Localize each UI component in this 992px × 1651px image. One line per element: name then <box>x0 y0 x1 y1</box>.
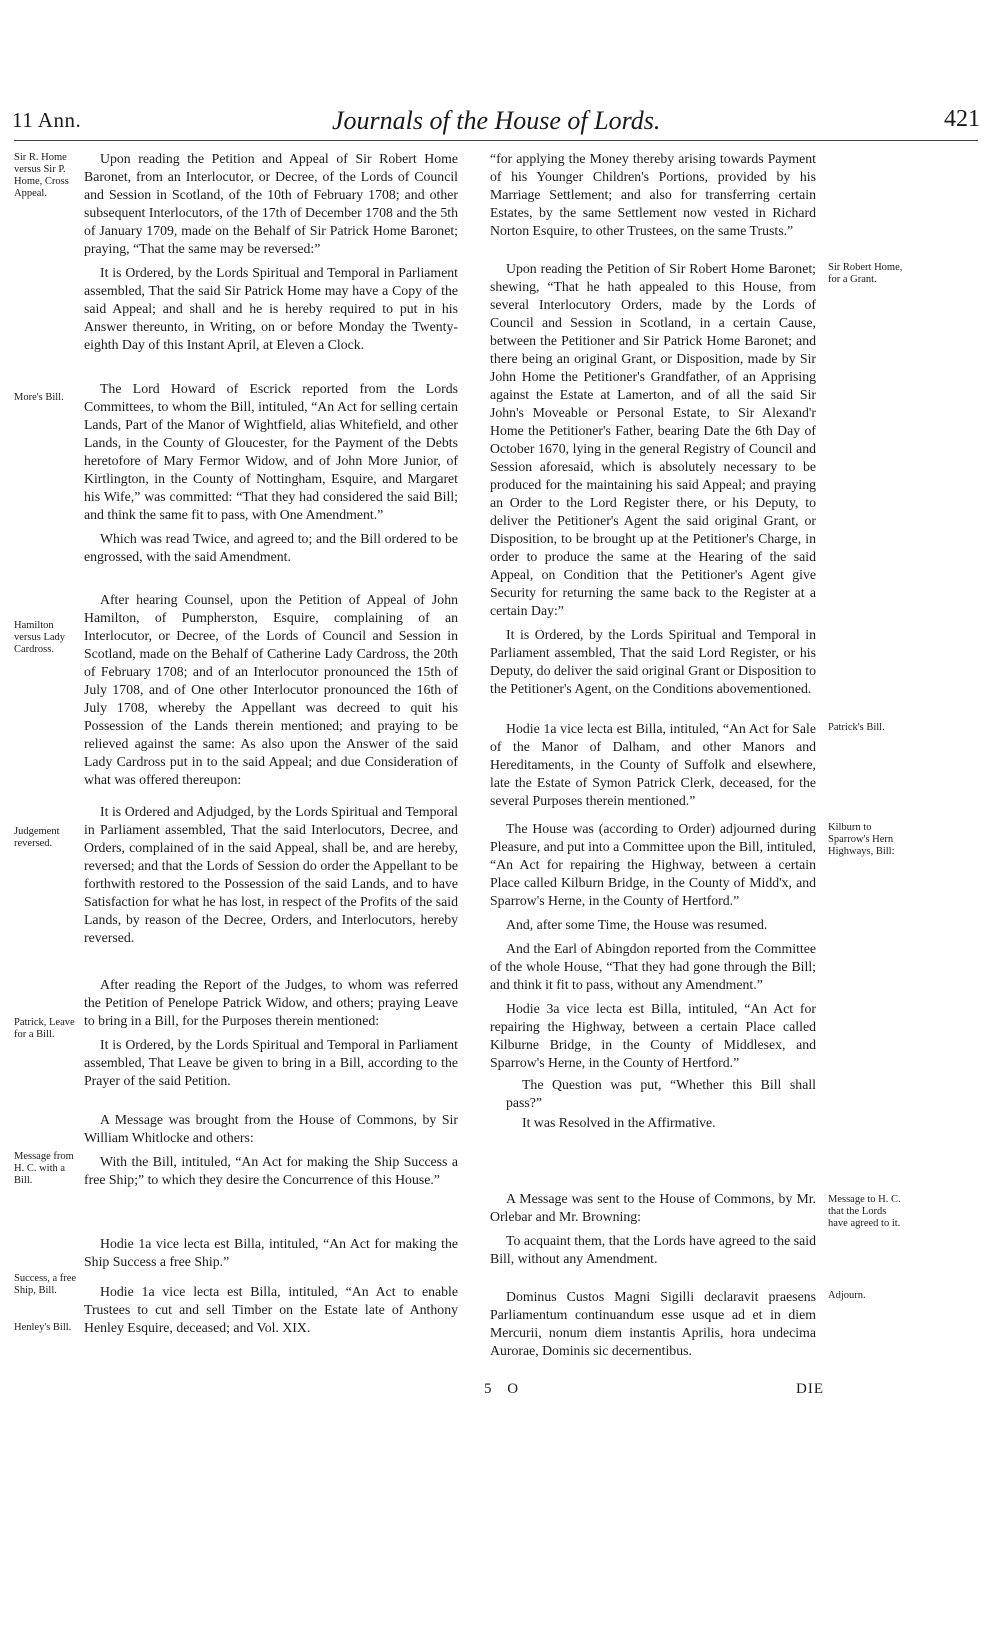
paragraph: And the Earl of Abingdon reported from the Committee of the whole House, “That they had gone through the Bill; and think it fit to pass, without any Amendment.” <box>490 941 816 992</box>
catchword: DIE <box>796 1381 824 1397</box>
entry-kilburn-highway <box>490 820 816 1132</box>
margin-note: Hamilton versus Lady Cardross. <box>14 620 66 655</box>
paragraph: And, after some Time, the House was resumed. <box>506 917 768 932</box>
entry-message-commons <box>84 1111 458 1189</box>
paragraph: Upon reading the Petition and Appeal of Sir Robert Home Baronet, from an Interlocutor, or Decree, of the Lords of Council and Session in Scotland, of the 10th of February 1708; and other subsequent Interlocutors, of the 17th of December 1708 and the 5th of January 1709, made on the Behalf of Sir Patrick Home Baronet; praying, “That the same may be reversed:” <box>84 151 458 256</box>
margin-note: Patrick, Leave for a Bill. <box>14 1017 75 1040</box>
margin-note: Sir Robert Home, for a Grant. <box>828 262 903 285</box>
paragraph: Hodie 1a vice lecta est Billa, intituled, “An Act to enable Trustees to cut and sell Timber on the Estate late of Anthony Henley Esquire, deceased; and Vol. XIX. <box>84 1284 458 1335</box>
page-number: 421 <box>944 106 980 132</box>
paragraph: With the Bill, intituled, “An Act for making the Ship Success a free Ship;” to which they desire the Concurrence of this House.” <box>84 1154 458 1187</box>
paragraph: To acquaint them, that the Lords have agreed to the said Bill, without any Amendment. <box>490 1233 816 1266</box>
margin-note: More's Bill. <box>14 392 64 403</box>
entry-hamilton-appeal <box>84 591 458 789</box>
margin-note: Message to H. C. that the Lords have agreed to it. <box>828 1194 901 1229</box>
paragraph: The House was (according to Order) adjourned during Pleasure, and put into a Committee upon the Bill, intituled, “An Act for repairing the Highway, between a certain Place called Kilburn Bridge, in the County of Midd'x, and Sparrow's Herne, in the County of Hertford.” <box>490 821 816 908</box>
entry-adjourn <box>490 1288 816 1360</box>
signature-mark: 5 O <box>484 1381 525 1397</box>
paragraph: After reading the Report of the Judges, to whom was referred the Petition of Penelope Patrick Widow, and others; praying Leave to bring in a Bill, for the Purposes therein mentioned: <box>84 977 458 1028</box>
entry-more-bill <box>84 380 458 566</box>
margin-note: Message from H. C. with a Bill. <box>14 1151 74 1186</box>
header-rule <box>14 140 978 141</box>
page-header <box>12 106 980 150</box>
paragraph: It is Ordered and Adjudged, by the Lords Spiritual and Temporal in Parliament assembled, That the said Interlocutors, Decree, and Orders, complained of in the said Appeal, shall be, and are hereby, reversed; and that the Lords of Session do order the Appellant to be forthwith restored to the Possession of the said Lands, and to have Satisfaction for what he has lost, in respect of the Profits of the said Lands, by reason of the Decree, Orders, and Interlocutors, hereby reversed. <box>84 804 458 945</box>
paragraph: After hearing Counsel, upon the Petition of Appeal of John Hamilton, of Pumpherston, Esquire, complaining of an Interlocutor, or Decree, of the Lords of Council and Session in Scotland, made on the Behalf of Catherine Lady Cardross, the 20th of February 1708; and of an Interlocutor pronounced the 15th of July 1708, and of One other Interlocutor pronounced the 16th of July 1708, whereby the Appellant was decreed to quit his Possession of the Lands therein mentioned; and praying to be relieved against the same: As also upon the Answer of the said Lady Cardross put in to the said Appeal; and due Consideration of what was offered thereupon: <box>84 592 458 787</box>
paragraph: The Lord Howard of Escrick reported from the Lords Committees, to whom the Bill, intituled, “An Act for selling certain Lands, Part of the Manor of Wightfield, alias Whitefield, and other Lands, in the County of Gloucester, for the Payment of the Debts heretofore of Mary Fermor Widow, and of John More Junior, of Kirtlington, in the County of Nottingham, Esquire, and Margaret his Wife,” was committed: “That they had considered the said Bill; and think the same fit to pass, with One Amendment.” <box>84 381 458 522</box>
paragraph: It is Ordered, by the Lords Spiritual and Temporal in Parliament assembled, That the said Lord Register, or his Deputy, do deliver the said original Grant or Disposition to the Petitioner's Agent, on the Conditions abovementioned. <box>490 627 816 696</box>
paragraph: It was Resolved in the Affirmative. <box>522 1115 716 1130</box>
journal-title: Journals of the House of Lords. <box>332 106 661 135</box>
margin-note: Patrick's Bill. <box>828 722 885 733</box>
paragraph: Dominus Custos Magni Sigilli declaravit praesens Parliamentum continuandum esse usque ad et in diem Mercurii, nonum diem instantis Aprilis, hora undecima Aurorae, Dominis sic decernentibus. <box>490 1289 816 1358</box>
margin-note: Judgement reversed. <box>14 826 60 849</box>
margin-note: Henley's Bill. <box>14 1322 72 1333</box>
paragraph: Hodie 1a vice lecta est Billa, intituled, “An Act for making the Ship Success a free Ship.” <box>84 1236 458 1269</box>
entry-message-to-commons <box>490 1190 816 1268</box>
regnal-year: 11 Ann. <box>12 108 82 132</box>
paragraph: “for applying the Money thereby arising towards Payment of his Younger Children's Portions, provided by his Marriage Settlement; and also for transferring certain Estates, by the same Settlement now vested in Richard Norton Esquire, to other Trustees, on the same Trusts.” <box>490 151 816 238</box>
entry-patrick-leave <box>84 976 458 1090</box>
paragraph: It is Ordered, by the Lords Spiritual and Temporal in Parliament assembled, That the said Sir Patrick Home may have a Copy of the said Appeal; and shall and he is hereby required to put in his Answer thereunto, in Writing, on or before Monday the Twenty-eighth Day of this Instant April, at Eleven a Clock. <box>84 265 458 352</box>
entry-success-bill <box>84 1235 458 1271</box>
paragraph: Hodie 3a vice lecta est Billa, intituled, “An Act for repairing the Highway, between a certain Place called Kilburne Bridge, in the County of Middlesex, and Sparrow's Herne, in the County of Hertford.” <box>490 1001 816 1070</box>
paragraph: Hodie 1a vice lecta est Billa, intituled, “An Act for Sale of the Manor of Dalham, and other Manors and Hereditaments, in the County of Suffolk and elsewhere, late the Estate of Symon Patrick Clerk, deceased, for the several Purposes therein mentioned.” <box>490 721 816 808</box>
entry-judgement-reversed <box>84 803 458 947</box>
paragraph: Upon reading the Petition of Sir Robert Home Baronet; shewing, “That he hath appealed to this House, from several Interlocutory Orders, made by the Lords of Council and Session in Scotland, in a certain Cause, between the Petitioner and Sir Patrick Home Baronet; and there being an original Grant, or Disposition, made by Sir John Home the Petitioner's Grandfather, of an Apprising against the Estate at Lamerton, and of all the said Sir John's Moveable or Personal Estate, to Sir Alexand'r Home the Petitioner's Father, bearing Date the 6th Day of October 1670, lying in the general Registry of Council and Session aforesaid, which is absolutely necessary to be produced for the maintaining his said Appeal; and praying an Order to the Lord Register there, or his Deputy, to deliver the Petitioner's Agent the said original Grant, or Disposition, to be brought up at the Petitioner's Charge, in order to produce the same at the Hearing of the said Appeal, on Condition that the Petitioner's Agent give Security for returning the same back to the Register at a certain Day:” <box>490 261 816 618</box>
paragraph: The Question was put, “Whether this Bill shall pass?” <box>506 1077 816 1110</box>
entry-home-appeal <box>84 150 458 354</box>
entry-henley-bill <box>84 1283 458 1337</box>
entry-home-grant <box>490 260 816 698</box>
margin-note: Kilburn to Sparrow's Hern Highways, Bill: <box>828 822 895 857</box>
paragraph: A Message was sent to the House of Commons, by Mr. Orlebar and Mr. Browning: <box>490 1191 816 1224</box>
entry-continued <box>490 150 816 240</box>
paragraph: It is Ordered, by the Lords Spiritual and Temporal in Parliament assembled, That Leave be given to bring in a Bill, according to the Prayer of the said Petition. <box>84 1037 458 1088</box>
margin-note: Adjourn. <box>828 1290 866 1301</box>
paragraph: A Message was brought from the House of Commons, by Sir William Whitlocke and others: <box>84 1112 458 1145</box>
entry-patrick-bill <box>490 720 816 810</box>
paragraph: Which was read Twice, and agreed to; and the Bill ordered to be engrossed, with the said Amendment. <box>84 531 458 564</box>
margin-note: Sir R. Home versus Sir P. Home, Cross Appeal. <box>14 152 69 199</box>
margin-note: Success, a free Ship, Bill. <box>14 1273 77 1296</box>
